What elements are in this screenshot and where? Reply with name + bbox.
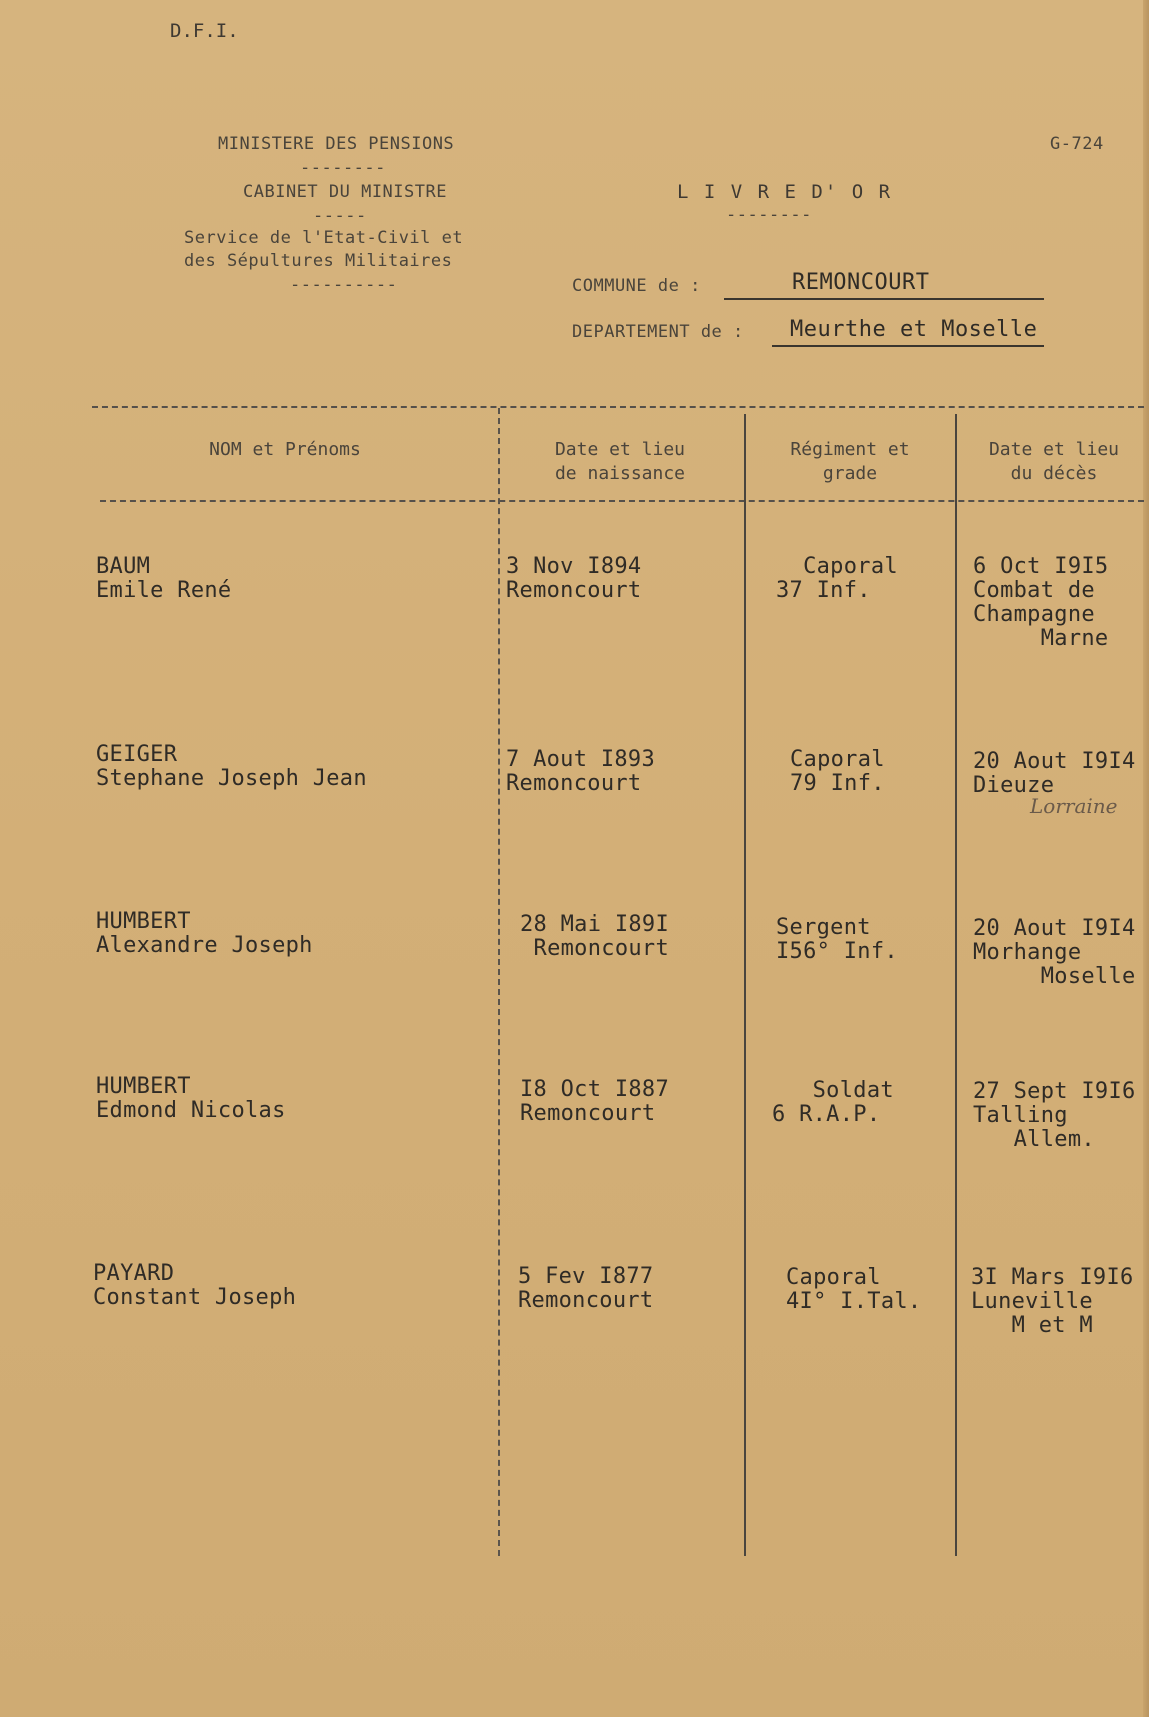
- document-title: L I V R E D' O R: [677, 181, 893, 203]
- table-top-rule: [92, 406, 1144, 408]
- row-3-regiment: Sergent I56° Inf.: [776, 915, 898, 964]
- row-2-death-handwritten-note: Lorraine: [1030, 794, 1118, 818]
- paper-edge: [1143, 0, 1149, 1717]
- column-header-regiment-line2: grade: [822, 463, 878, 484]
- row-5-death: 3I Mars I9I6 Luneville M et M: [971, 1265, 1134, 1338]
- column-header-death-line1: Date et lieu: [988, 439, 1120, 460]
- row-2-name: GEIGER Stephane Joseph Jean: [96, 742, 367, 791]
- column-divider-1: [498, 408, 500, 1556]
- row-5-regiment: Caporal 4I° I.Tal.: [786, 1265, 922, 1314]
- service-line-2: des Sépultures Militaires: [184, 251, 453, 271]
- service-line-1: Service de l'Etat-Civil et: [184, 228, 464, 248]
- document-code: D.F.I.: [170, 20, 239, 42]
- row-4-regiment: Soldat 6 R.A.P.: [772, 1078, 894, 1127]
- row-1-birth: 3 Nov I894 Remoncourt: [506, 554, 642, 603]
- column-header-death: [965, 438, 1143, 486]
- table-header-rule: [100, 500, 1144, 502]
- cabinet-title: CABINET DU MINISTRE: [243, 182, 447, 202]
- column-header-death-line2: du décès: [1010, 463, 1098, 484]
- commune-underline: [724, 298, 1044, 300]
- column-divider-3: [955, 414, 957, 1556]
- row-4-birth: I8 Oct I887 Remoncourt: [520, 1077, 669, 1126]
- column-header-birth: [510, 438, 730, 486]
- row-3-birth: 28 Mai I89I Remoncourt: [520, 912, 669, 961]
- column-header-name-line1: NOM et Prénoms: [209, 439, 361, 460]
- row-2-death: 20 Aout I9I4 Dieuze: [973, 749, 1136, 798]
- row-1-death: 6 Oct I9I5 Combat de Champagne Marne: [973, 554, 1109, 651]
- row-2-birth: 7 Aout I893 Remoncourt: [506, 747, 655, 796]
- service-rule: ----------: [290, 275, 398, 295]
- commune-value: REMONCOURT: [792, 270, 930, 295]
- column-divider-2: [744, 414, 746, 1556]
- title-rule: --------: [726, 205, 812, 225]
- row-5-name: PAYARD Constant Joseph: [93, 1261, 297, 1310]
- reference-code: G-724: [1050, 134, 1104, 154]
- column-header-birth-line1: Date et lieu: [554, 439, 686, 460]
- departement-value: Meurthe et Moselle: [790, 317, 1038, 342]
- ministry-title: MINISTERE DES PENSIONS: [218, 134, 455, 154]
- row-1-name: BAUM Emile René: [96, 554, 232, 603]
- departement-label: DEPARTEMENT de :: [572, 322, 744, 342]
- row-4-name: HUMBERT Edmond Nicolas: [96, 1074, 286, 1123]
- column-header-name: [140, 438, 430, 462]
- departement-underline: [772, 345, 1044, 347]
- row-2-regiment: Caporal 79 Inf.: [790, 747, 885, 796]
- column-header-birth-line2: de naissance: [554, 463, 686, 484]
- row-3-name: HUMBERT Alexandre Joseph: [96, 909, 313, 958]
- column-header-regiment-line1: Régiment et: [790, 439, 910, 460]
- cabinet-rule: -----: [313, 206, 367, 226]
- commune-label: COMMUNE de :: [572, 276, 701, 296]
- row-5-birth: 5 Fev I877 Remoncourt: [518, 1264, 654, 1313]
- column-header-regiment: [755, 438, 945, 486]
- row-3-death: 20 Aout I9I4 Morhange Moselle: [973, 916, 1136, 989]
- row-1-regiment: Caporal 37 Inf.: [776, 554, 898, 603]
- row-4-death: 27 Sept I9I6 Talling Allem.: [973, 1079, 1136, 1152]
- ministry-rule: --------: [300, 158, 386, 178]
